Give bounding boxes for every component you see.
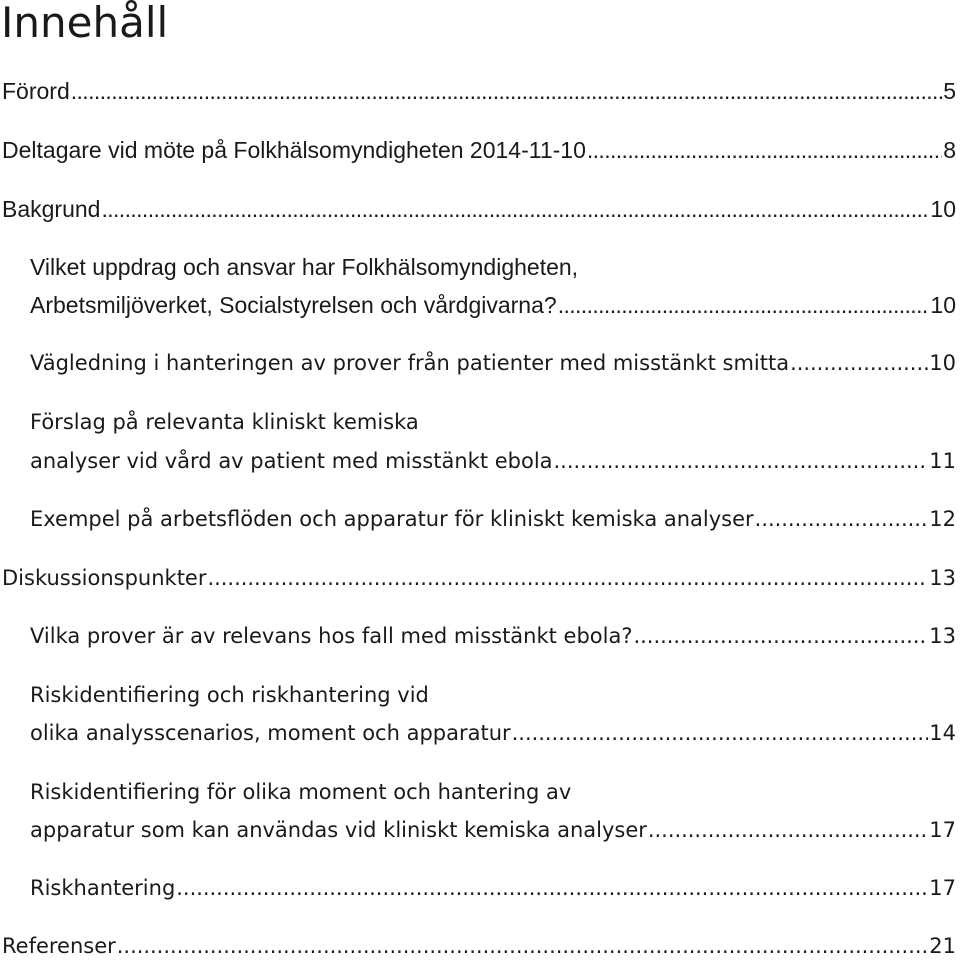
toc-entry-exempel[interactable] xyxy=(30,507,956,531)
toc-page-number: 11 xyxy=(929,449,956,473)
toc-entry-deltagare[interactable] xyxy=(2,137,956,164)
toc-page-number: 10 xyxy=(930,196,956,222)
toc-entry-vagledning[interactable] xyxy=(30,351,956,375)
toc-entry-label: Arbetsmiljöverket, Socialstyrelsen och vårdgivarna? xyxy=(30,292,557,318)
toc-leader-dots xyxy=(554,449,929,473)
toc-leader-dots xyxy=(587,137,942,164)
toc-entry-label: Riskhantering xyxy=(30,876,176,900)
toc-leader-dots xyxy=(790,351,928,375)
toc-leader-dots xyxy=(176,876,928,900)
toc-entry-forord[interactable] xyxy=(2,78,956,105)
toc-page-number: 12 xyxy=(929,507,956,531)
toc-leader-dots xyxy=(648,818,928,842)
toc-leader-dots xyxy=(207,566,928,590)
toc-entry-label: Diskussionspunkter xyxy=(2,566,207,590)
toc-page-number: 10 xyxy=(929,351,956,375)
toc-entry-vilka-prover[interactable] xyxy=(30,624,956,648)
toc-entry-label: Förord xyxy=(2,78,70,104)
toc-entry-label: Deltagare vid möte på Folkhälsomyndigheten 2014-11-10 xyxy=(2,137,586,163)
toc-entry-riskidentifiering-moment[interactable] xyxy=(30,818,956,842)
toc-leader-dots xyxy=(71,78,942,105)
toc-page-number: 13 xyxy=(929,566,956,590)
toc-entry-label: Vägledning i hanteringen av prover från patienter med misstänkt smitta xyxy=(30,351,790,375)
toc-entry-uppdrag[interactable] xyxy=(30,292,956,319)
toc-entry-riskidentifiering-scenarios[interactable] xyxy=(30,721,956,745)
toc-page-number: 13 xyxy=(929,624,956,648)
toc-entry-label: olika analysscenarios, moment och apparatur xyxy=(30,721,511,745)
toc-leader-dots xyxy=(512,721,929,745)
toc-page-number: 17 xyxy=(929,818,956,842)
toc-entry-label: analyser vid vård av patient med misstänkt ebola xyxy=(30,449,553,473)
toc-entry-label: Vilket uppdrag och ansvar har Folkhälsomyndigheten, xyxy=(30,254,579,280)
toc-page-number: 5 xyxy=(943,78,956,104)
toc-entry-label: Vilka prover är av relevans hos fall med misstänkt ebola? xyxy=(30,624,633,648)
toc-entry-riskidentifiering-scenarios-line1[interactable] xyxy=(30,683,956,707)
toc-entry-label: Förslag på relevanta kliniskt kemiska xyxy=(30,410,419,434)
toc-entry-diskussionspunkter[interactable] xyxy=(2,566,956,590)
toc-entry-bakgrund[interactable] xyxy=(2,196,956,223)
toc-entry-riskhantering[interactable] xyxy=(30,876,956,900)
toc-page-number: 21 xyxy=(929,934,956,958)
toc-page-number: 17 xyxy=(929,876,956,900)
toc-entry-referenser[interactable] xyxy=(2,934,956,958)
toc-leader-dots xyxy=(101,196,929,223)
page-title: Innehåll xyxy=(1,0,169,47)
toc-entry-label: Exempel på arbetsflöden och apparatur för kliniskt kemiska analyser xyxy=(30,507,754,531)
toc-entry-label: Riskidentifiering för olika moment och hantering av xyxy=(30,780,572,804)
toc-leader-dots xyxy=(117,934,928,958)
toc-entry-riskidentifiering-moment-line1[interactable] xyxy=(30,780,956,804)
toc-leader-dots xyxy=(634,624,929,648)
toc-entry-forslag-line1[interactable] xyxy=(30,410,956,434)
toc-entry-uppdrag-line1[interactable] xyxy=(30,254,956,281)
toc-leader-dots xyxy=(558,292,930,319)
toc-entry-forslag[interactable] xyxy=(30,449,956,473)
toc-page-number: 14 xyxy=(929,721,956,745)
toc-page-number: 8 xyxy=(943,137,956,163)
toc-entry-label: Riskidentifiering och riskhantering vid xyxy=(30,683,429,707)
toc-entry-label: Bakgrund xyxy=(2,196,101,222)
toc-leader-dots xyxy=(755,507,929,531)
toc-entry-label: apparatur som kan användas vid kliniskt kemiska analyser xyxy=(30,818,647,842)
toc-entry-label: Referenser xyxy=(2,934,116,958)
toc-page-number: 10 xyxy=(930,292,956,318)
